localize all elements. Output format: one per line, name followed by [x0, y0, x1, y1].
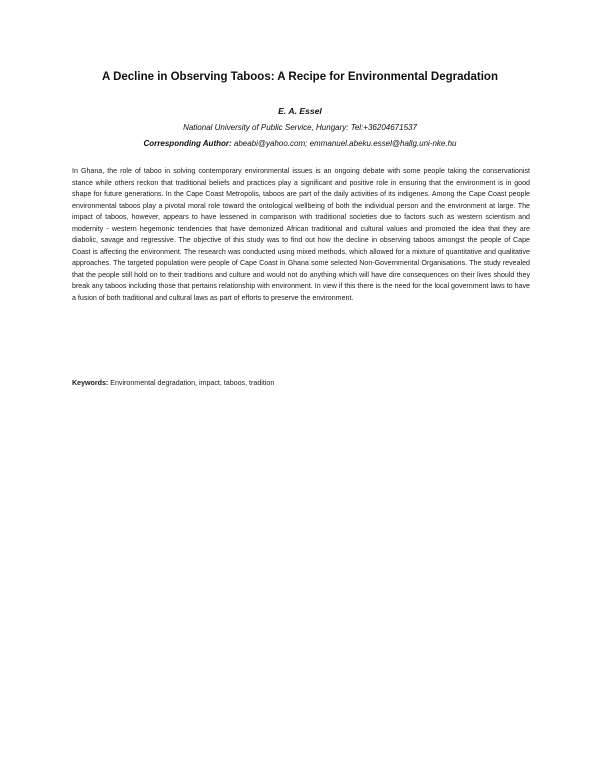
- author-name: E. A. Essel: [278, 106, 322, 116]
- corresponding-author-emails: abeabi@yahoo.com; emmanuel.abeku.essel@hallg.uni-nke.hu: [231, 139, 457, 148]
- keywords-list: Environmental degradation, impact, taboos, tradition: [108, 379, 275, 387]
- corresponding-author-line: [60, 138, 540, 149]
- author-affiliation: National University of Public Service, Hungary: Tel:+36204671537: [183, 123, 417, 132]
- corresponding-author-label: Corresponding Author:: [143, 139, 232, 148]
- abstract-paragraph: In Ghana, the role of taboo in solving contemporary environmental issues is an ongoing debate with some people taking the conservationist stance while others reckon that traditional beliefs and practices play a significant and positive role in ensuring that the environment is in good shape for future generations. In the Cape Coast Metropolis, taboos are part of the daily activities of its indigenes. Among the Cape Coast people environmental taboos play a pivotal moral role toward the ontological wellbeing of both the individual person and the environment at large. The impact of taboos, however, appears to have lessened in comparison with traditional societies due to factors such as western scientism and modernity - western hegemonic tendencies that have demonized African traditional and cultural values and promoted the idea that they are diabolic, savage and regressive. The objective of this study was to find out how the decline in observing taboos amongst the people of Cape Coast is affecting the environment. The research was conducted using mixed methods, which allowed for a mixture of quantitative and qualitative approaches. The targeted population were people of Cape Coast in Ghana some selected Non-Governmental Organisations. The study revealed that the people still hold on to their traditions and culture and would not do anything which will have dire consequences on their lives should they break any taboos including those that pertains relationship with environment. In view if this there is the need for the local government laws to have a fusion of both traditional and cultural laws as part of efforts to preserve the environment.: [72, 167, 530, 303]
- keywords-line: [72, 378, 530, 389]
- keywords-label: Keywords:: [72, 379, 109, 387]
- paper-title: A Decline in Observing Taboos: A Recipe for Environmental Degradation: [102, 71, 498, 83]
